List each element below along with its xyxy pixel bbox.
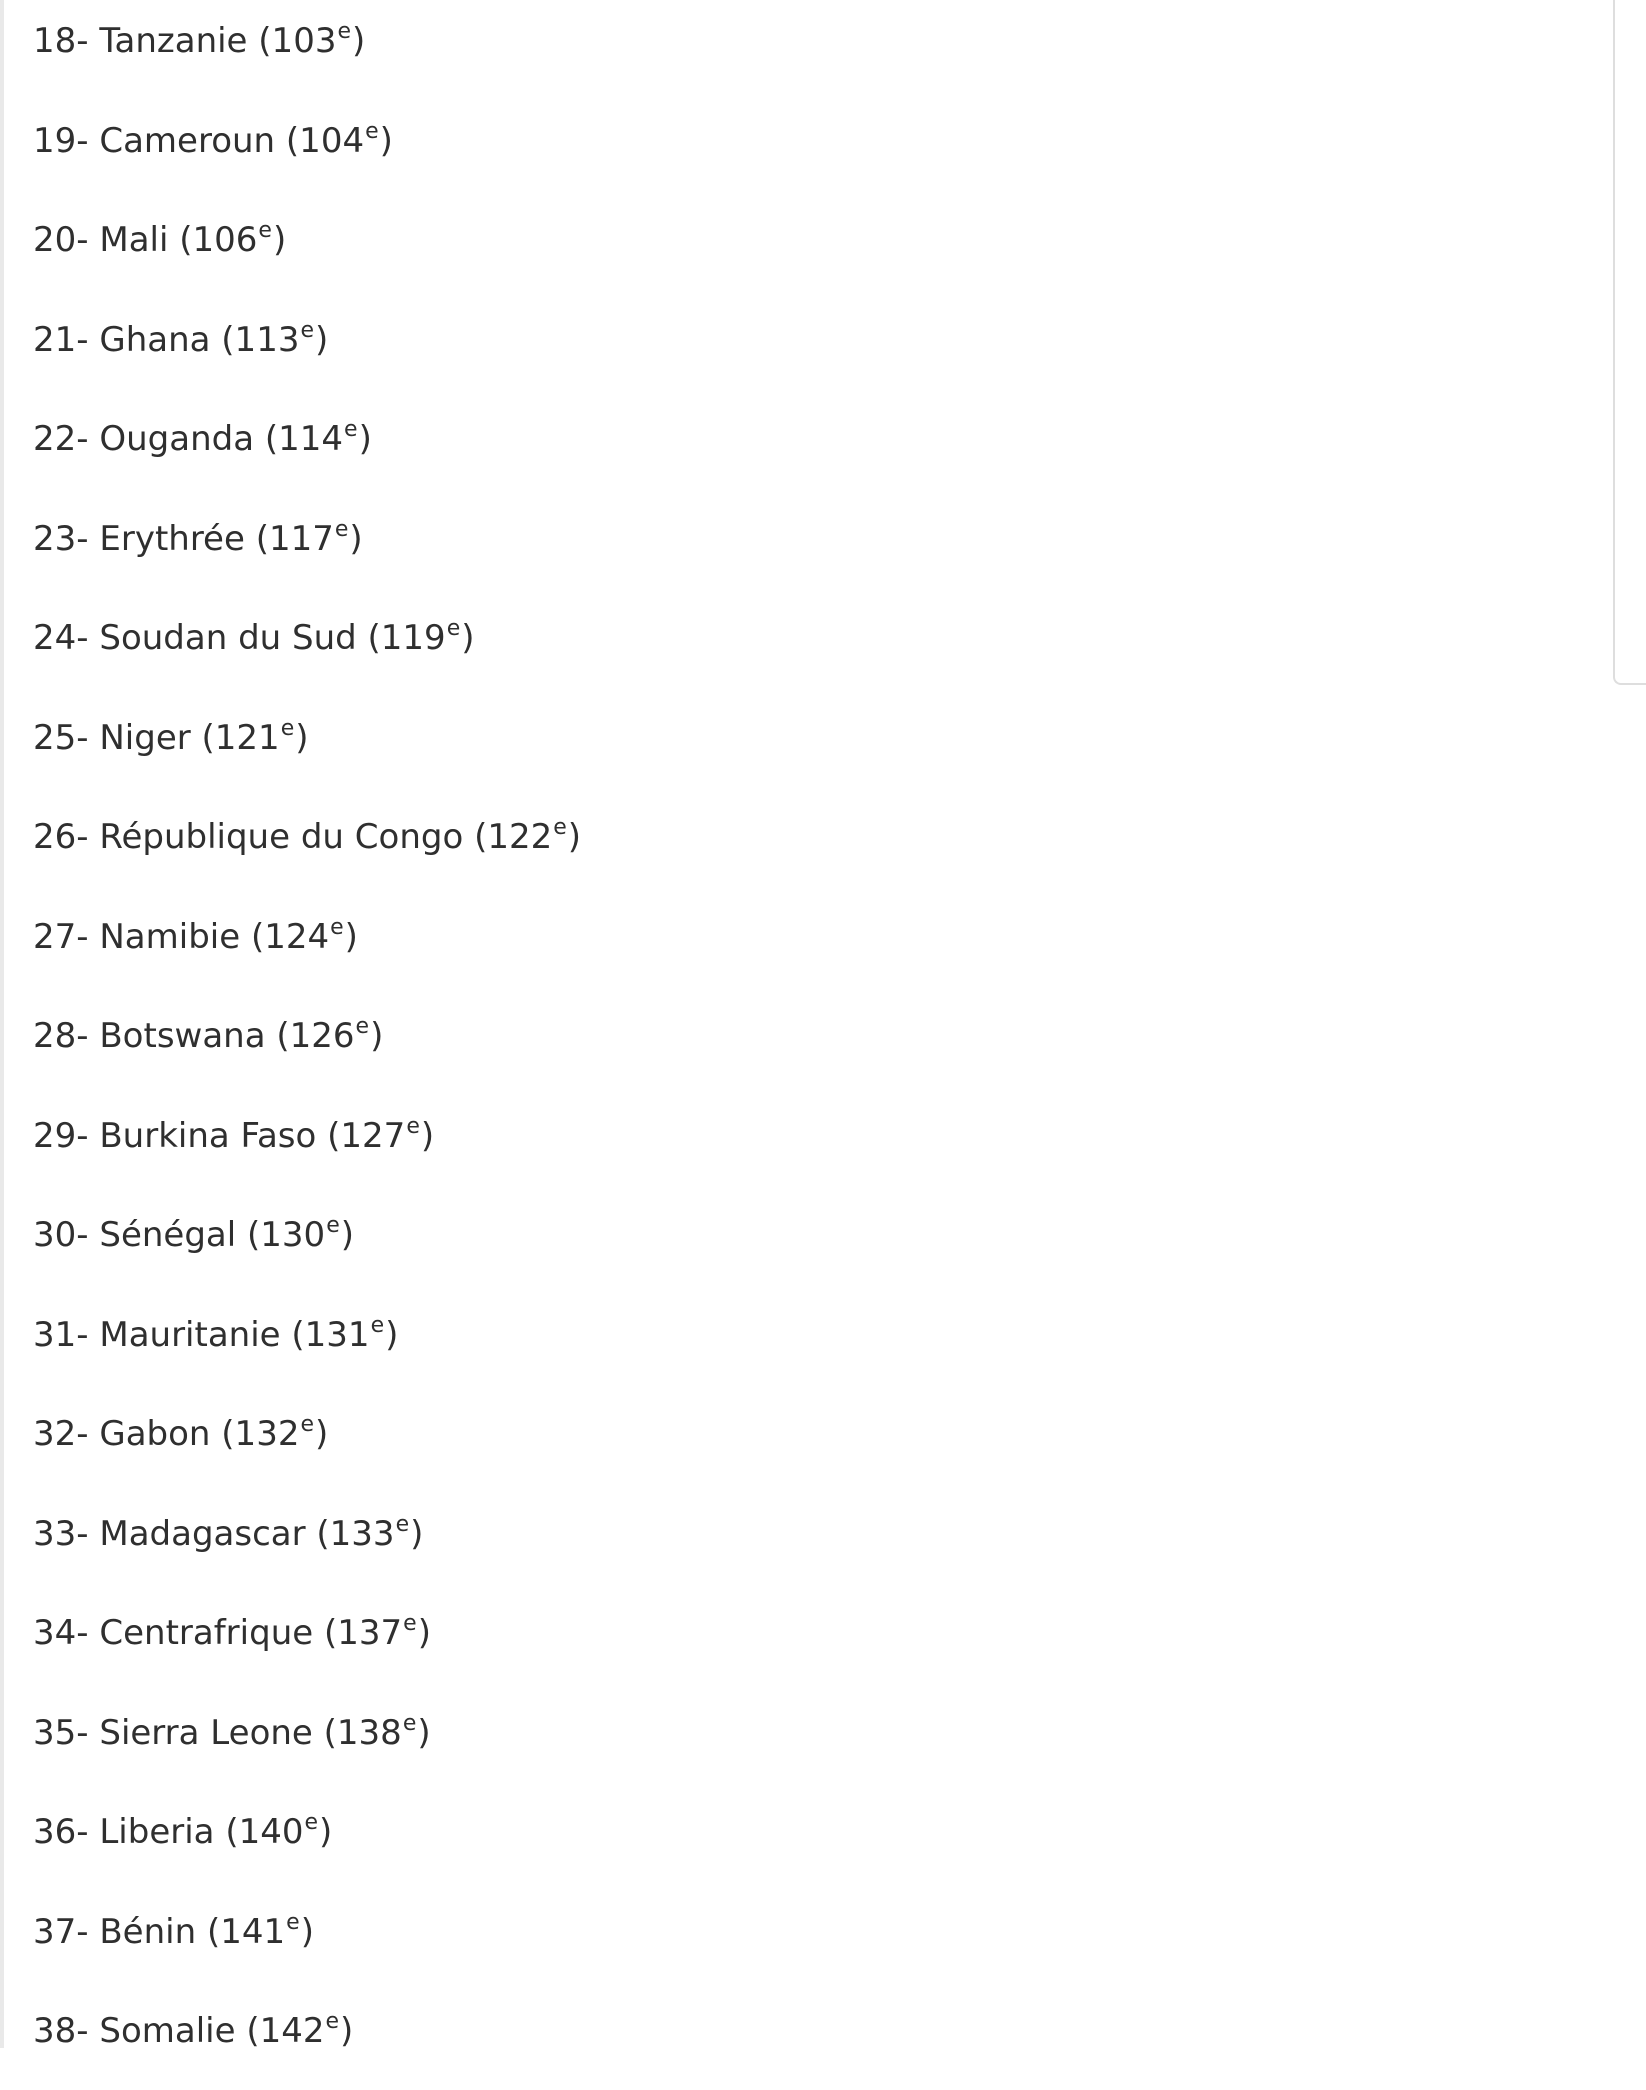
item-rank: (113 <box>221 319 300 360</box>
item-rank-close: ) <box>370 1016 384 1056</box>
item-rank-suffix: e <box>286 1909 300 1935</box>
item-number: 34- <box>33 1613 89 1653</box>
item-country: Sierra Leone <box>99 1712 313 1753</box>
item-number: 28- <box>33 1016 89 1056</box>
item-country: République du Congo <box>99 817 464 857</box>
item-country: Bénin <box>99 1911 197 1952</box>
item-rank-suffix: e <box>325 2009 340 2034</box>
item-rank: (140 <box>225 1812 304 1852</box>
item-country: Namibie <box>99 916 241 957</box>
item-rank-close: ) <box>420 1115 435 1156</box>
item-number: 38- <box>33 2011 89 2051</box>
item-rank: (133 <box>316 1513 395 1554</box>
item-rank: (104 <box>285 120 365 161</box>
item-rank-suffix: e <box>280 715 295 741</box>
item-rank: (119 <box>367 618 446 658</box>
item-rank-suffix: e <box>395 1511 410 1537</box>
item-rank-suffix: e <box>300 317 315 343</box>
item-country: Sénégal <box>99 1215 237 1255</box>
item-number: 36- <box>33 1812 89 1852</box>
item-number: 29- <box>33 1115 89 1156</box>
item-rank: (122 <box>474 817 553 857</box>
item-rank-suffix: e <box>365 118 379 144</box>
item-rank: (121 <box>201 717 280 758</box>
item-rank-close: ) <box>567 817 582 857</box>
item-country: Ouganda <box>99 419 255 459</box>
item-rank: (114 <box>264 419 344 459</box>
item-country: Soudan du Sud <box>99 618 357 658</box>
item-number: 22- <box>33 419 89 459</box>
item-rank-close: ) <box>315 319 329 360</box>
item-number: 35- <box>33 1712 89 1753</box>
list-item <box>33 796 1573 896</box>
item-number: 24- <box>33 618 89 658</box>
item-number: 27- <box>33 916 89 957</box>
item-country: Centrafrique <box>99 1613 314 1653</box>
item-rank-close: ) <box>344 916 358 957</box>
item-rank-suffix: e <box>553 815 567 840</box>
ranking-list <box>33 0 1573 2090</box>
item-rank-close: ) <box>385 1314 399 1355</box>
item-number: 23- <box>33 518 89 559</box>
item-country: Madagascar <box>99 1513 306 1554</box>
item-rank-suffix: e <box>403 1611 417 1636</box>
item-number: 21- <box>33 319 89 360</box>
item-rank-suffix: e <box>334 516 349 542</box>
list-item <box>33 1791 1573 1891</box>
item-country: Botswana <box>99 1016 266 1056</box>
item-country: Gabon <box>99 1414 211 1454</box>
item-rank-suffix: e <box>337 19 352 44</box>
item-number: 26- <box>33 817 89 857</box>
list-item <box>33 498 1573 598</box>
item-number: 37- <box>33 1911 89 1952</box>
item-rank-suffix: e <box>402 1710 417 1736</box>
item-rank-suffix: e <box>300 1412 315 1437</box>
item-number: 31- <box>33 1314 89 1355</box>
list-item <box>33 398 1573 498</box>
item-country: Burkina Faso <box>99 1115 317 1156</box>
item-rank-close: ) <box>417 1712 431 1753</box>
item-rank-suffix: e <box>355 1014 370 1039</box>
item-rank-suffix: e <box>330 914 344 940</box>
item-number: 33- <box>33 1513 89 1554</box>
item-rank-close: ) <box>295 717 309 758</box>
item-rank-suffix: e <box>406 1113 420 1139</box>
item-rank-suffix: e <box>304 1810 319 1835</box>
item-rank: (138 <box>323 1712 402 1753</box>
item-rank: (137 <box>323 1613 403 1653</box>
item-rank-suffix: e <box>326 1213 340 1238</box>
item-rank-close: ) <box>300 1911 314 1952</box>
item-rank: (130 <box>247 1215 326 1255</box>
item-rank: (141 <box>206 1911 286 1952</box>
item-rank: (132 <box>221 1414 300 1454</box>
item-country: Ghana <box>99 319 211 360</box>
list-item <box>33 697 1573 797</box>
list-item <box>33 1393 1573 1493</box>
list-item <box>33 896 1573 996</box>
item-rank-close: ) <box>358 419 372 459</box>
item-rank: (117 <box>255 518 334 559</box>
item-rank-close: ) <box>349 518 363 559</box>
list-item <box>33 199 1573 299</box>
item-rank-close: ) <box>272 220 287 260</box>
list-item <box>33 1692 1573 1792</box>
item-number: 25- <box>33 717 89 758</box>
item-rank: (103 <box>258 21 337 61</box>
item-rank: (106 <box>179 220 258 260</box>
list-item <box>33 597 1573 697</box>
list-item <box>33 1194 1573 1294</box>
list-item <box>33 299 1573 399</box>
list-item <box>33 1095 1573 1195</box>
item-number: 18- <box>33 21 89 61</box>
list-item <box>33 100 1573 200</box>
item-rank-close: ) <box>340 2011 354 2051</box>
item-country: Tanzanie <box>99 21 248 61</box>
item-rank: (131 <box>291 1314 370 1355</box>
item-rank: (142 <box>246 2011 325 2051</box>
item-number: 32- <box>33 1414 89 1454</box>
list-item <box>33 995 1573 1095</box>
item-number: 30- <box>33 1215 89 1255</box>
list-item <box>33 1592 1573 1692</box>
item-rank-suffix: e <box>258 218 272 243</box>
list-item <box>33 1990 1573 2090</box>
list-item <box>33 1294 1573 1394</box>
item-country: Niger <box>99 717 191 758</box>
item-rank-close: ) <box>315 1414 329 1454</box>
item-rank: (124 <box>250 916 330 957</box>
item-rank-close: ) <box>352 21 366 61</box>
item-number: 19- <box>33 120 89 161</box>
item-country: Mauritanie <box>99 1314 281 1355</box>
item-country: Somalie <box>99 2011 236 2051</box>
item-rank-suffix: e <box>370 1312 385 1338</box>
item-country: Cameroun <box>99 120 276 161</box>
page-left-edge <box>0 0 4 2048</box>
item-country: Liberia <box>99 1812 215 1852</box>
item-rank: (127 <box>327 1115 406 1156</box>
item-rank-close: ) <box>461 618 475 658</box>
item-rank-close: ) <box>319 1812 333 1852</box>
item-rank-suffix: e <box>446 616 461 641</box>
item-rank-close: ) <box>340 1215 354 1255</box>
list-item <box>33 1891 1573 1991</box>
item-rank: (126 <box>276 1016 355 1056</box>
item-country: Mali <box>99 220 169 260</box>
item-rank-suffix: e <box>344 417 358 442</box>
item-rank-close: ) <box>417 1613 431 1653</box>
item-number: 20- <box>33 220 89 260</box>
item-rank-close: ) <box>410 1513 424 1554</box>
list-item <box>33 0 1573 100</box>
item-country: Erythrée <box>99 518 245 559</box>
scroll-indicator[interactable] <box>1613 0 1646 685</box>
list-item <box>33 1493 1573 1593</box>
item-rank-close: ) <box>379 120 393 161</box>
